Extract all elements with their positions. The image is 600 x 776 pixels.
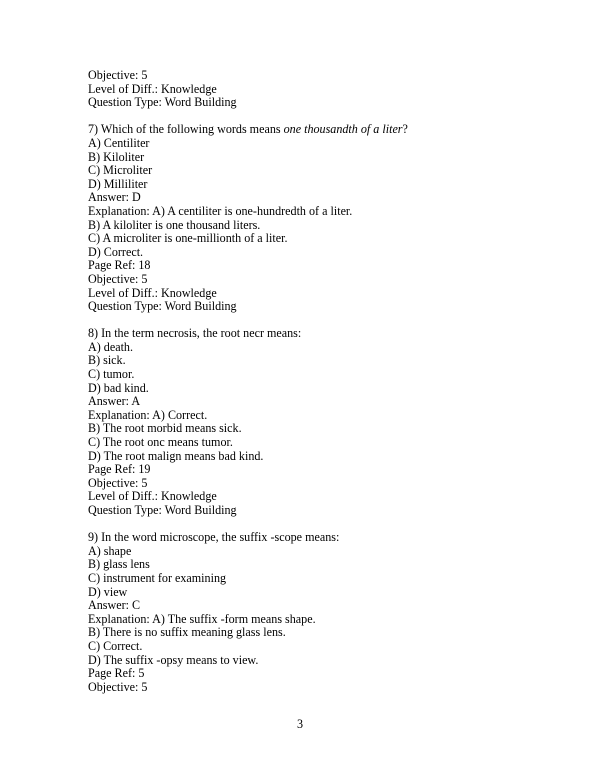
explanation-line: Explanation: A) The suffix -form means shape. [88,611,316,626]
question-stem [88,123,528,137]
question-type-line: Question Type: Word Building [88,503,237,517]
stem-emphasis: one thousandth of a liter [283,122,403,137]
document-body [88,69,528,694]
explanation-line: B) The root morbid means sick. [88,421,242,436]
objective-line: Objective: 5 [88,475,148,490]
question-9 [88,531,528,694]
question-type-line: Question Type: Word Building [88,95,237,110]
explanation-line: B) A kiloliter is one thousand liters. [88,217,261,232]
objective-line: Objective: 5 [88,271,148,286]
answer-line: Answer: D [88,190,141,205]
explanation-line: D) The root malign means bad kind. [88,448,264,463]
option-a: A) death. [88,339,133,354]
page-ref-line: Page Ref: 5 [88,666,145,681]
option-b: B) sick. [88,353,126,368]
question-stem: 8) In the term necrosis, the root necr means: [88,326,302,341]
option-d: D) bad kind. [88,380,149,395]
option-c: C) Microliter [88,163,153,178]
difficulty-line: Level of Diff.: Knowledge [88,489,217,504]
explanation-line: D) Correct. [88,244,144,259]
explanation-line: Explanation: A) Correct. [88,407,208,422]
answer-line: Answer: C [88,598,141,613]
difficulty-line: Level of Diff.: Knowledge [88,285,217,300]
page-number: 3 [296,717,304,731]
explanation-line: B) There is no suffix meaning glass lens. [88,625,286,640]
option-d: D) Milliliter [88,176,148,191]
option-a: A) shape [88,543,132,558]
option-b: B) glass lens [88,557,150,572]
option-c: C) tumor. [88,367,135,382]
option-a: A) Centiliter [88,135,150,150]
stem-text: 7) Which of the following words means [88,122,284,137]
option-c: C) instrument for examining [88,570,227,585]
objective-line: Objective: 5 [88,68,148,82]
explanation-line: C) The root onc means tumor. [88,435,233,450]
stem-punctuation: ? [402,122,408,137]
question-7 [88,123,528,313]
spacer [88,110,528,124]
explanation-line: C) A microliter is one-millionth of a liter. [88,231,288,246]
page-ref-line: Page Ref: 19 [88,462,151,477]
answer-line: Answer: A [88,394,141,409]
spacer [88,314,528,328]
difficulty-line: Level of Diff.: Knowledge [88,81,217,96]
page-ref-line: Page Ref: 18 [88,258,151,273]
question-type-line: Question Type: Word Building [88,299,237,314]
explanation-line: Explanation: A) A centiliter is one-hundredth of a liter. [88,203,353,218]
spacer [88,518,528,532]
option-d: D) view [88,584,128,599]
option-b: B) Kiloliter [88,149,145,164]
question-8 [88,327,528,517]
explanation-line: C) Correct. [88,638,143,653]
prev-question-meta [88,69,528,110]
objective-line: Objective: 5 [88,679,148,694]
question-stem: 9) In the word microscope, the suffix -scope means: [88,530,340,545]
explanation-line: D) The suffix -opsy means to view. [88,652,259,667]
